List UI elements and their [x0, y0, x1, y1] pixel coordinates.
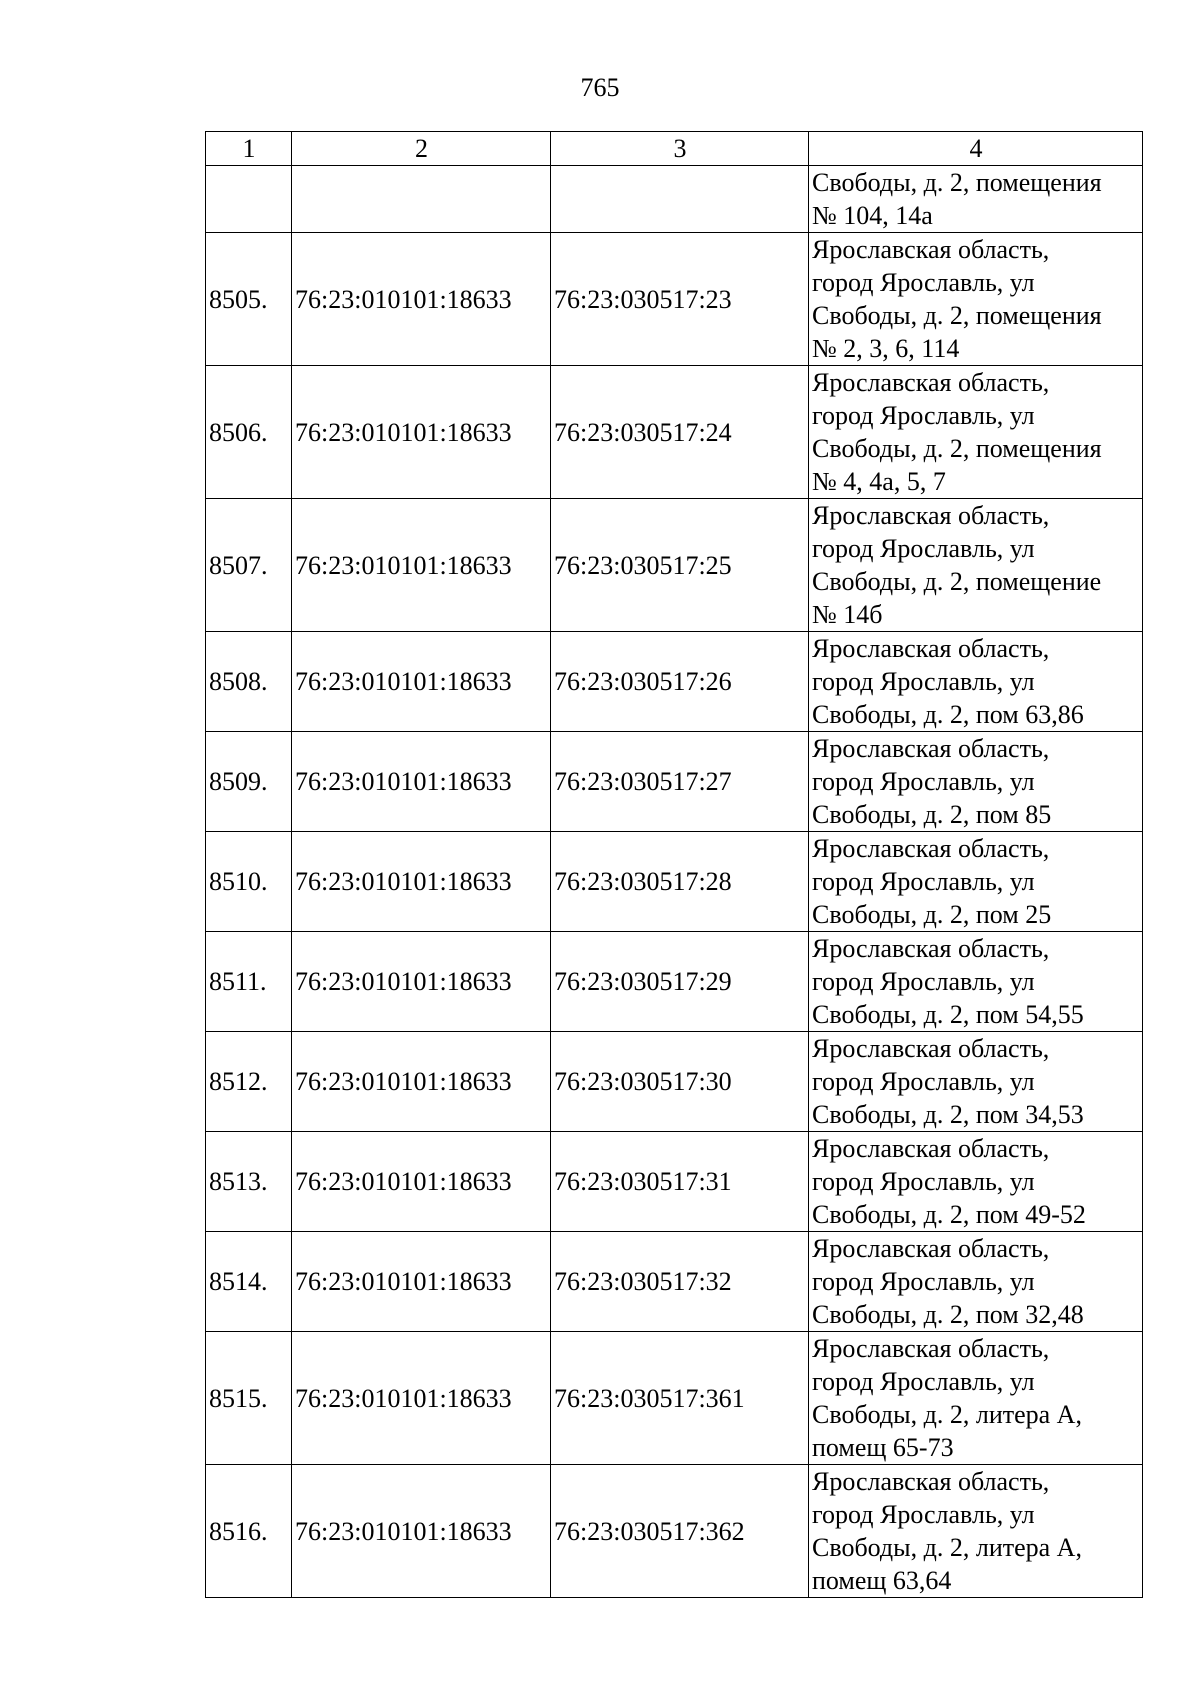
- address-line: Ярославская область,: [812, 235, 1050, 264]
- address-line: город Ярославль, ул: [812, 1167, 1035, 1196]
- address-line: № 2, 3, 6, 114: [812, 334, 960, 363]
- row-number-cell: 8516.: [206, 1465, 292, 1598]
- row-number-cell: 8513.: [206, 1132, 292, 1232]
- address-cell: [809, 166, 1143, 233]
- address-cell: [809, 832, 1143, 932]
- column-header-2: 2: [292, 132, 551, 166]
- cadastral-number-cell: 76:23:030517:27: [551, 732, 809, 832]
- cadastral-number-cell: 76:23:030517:361: [551, 1332, 809, 1465]
- address-line: город Ярославль, ул: [812, 401, 1035, 430]
- table-row: [206, 166, 1143, 233]
- table-row: [206, 1232, 1143, 1332]
- address-line: город Ярославль, ул: [812, 268, 1035, 297]
- cadastral-number-cell: 76:23:030517:362: [551, 1465, 809, 1598]
- address-line: город Ярославль, ул: [812, 1500, 1035, 1529]
- row-number-cell: 8508.: [206, 632, 292, 732]
- cadastral-number-cell: [551, 166, 809, 233]
- address-line: Ярославская область,: [812, 834, 1050, 863]
- address-line: Свободы, д. 2, пом 63,86: [812, 700, 1084, 729]
- address-cell: [809, 732, 1143, 832]
- column-header-1: 1: [206, 132, 292, 166]
- row-number-cell: 8507.: [206, 499, 292, 632]
- address-line: Свободы, д. 2, помещения: [812, 434, 1102, 463]
- address-line: Свободы, д. 2, пом 32,48: [812, 1300, 1084, 1329]
- table-row: [206, 366, 1143, 499]
- row-number-cell: 8511.: [206, 932, 292, 1032]
- address-line: Ярославская область,: [812, 501, 1050, 530]
- row-number-cell: 8510.: [206, 832, 292, 932]
- cadastral-number-cell: 76:23:030517:23: [551, 233, 809, 366]
- address-line: помещ 63,64: [812, 1566, 952, 1595]
- cadastral-number-cell: 76:23:030517:26: [551, 632, 809, 732]
- parent-cadastral-number-cell: 76:23:010101:18633: [292, 1032, 551, 1132]
- address-cell: [809, 233, 1143, 366]
- address-line: Ярославская область,: [812, 1334, 1050, 1363]
- registry-table: [205, 131, 1143, 1598]
- parent-cadastral-number-cell: 76:23:010101:18633: [292, 732, 551, 832]
- address-cell: [809, 499, 1143, 632]
- parent-cadastral-number-cell: [292, 166, 551, 233]
- parent-cadastral-number-cell: 76:23:010101:18633: [292, 632, 551, 732]
- table-row: [206, 632, 1143, 732]
- table-row: [206, 1332, 1143, 1465]
- address-cell: [809, 1332, 1143, 1465]
- parent-cadastral-number-cell: 76:23:010101:18633: [292, 1132, 551, 1232]
- address-cell: [809, 366, 1143, 499]
- address-cell: [809, 1232, 1143, 1332]
- table-row: [206, 732, 1143, 832]
- address-line: Ярославская область,: [812, 934, 1050, 963]
- table-row: [206, 832, 1143, 932]
- address-line: город Ярославль, ул: [812, 867, 1035, 896]
- address-line: город Ярославль, ул: [812, 1367, 1035, 1396]
- address-line: Свободы, д. 2, помещения: [812, 301, 1102, 330]
- parent-cadastral-number-cell: 76:23:010101:18633: [292, 233, 551, 366]
- column-header-3: 3: [551, 132, 809, 166]
- address-line: город Ярославль, ул: [812, 534, 1035, 563]
- column-header-4: 4: [809, 132, 1143, 166]
- parent-cadastral-number-cell: 76:23:010101:18633: [292, 1332, 551, 1465]
- address-cell: [809, 932, 1143, 1032]
- address-line: Ярославская область,: [812, 368, 1050, 397]
- row-number-cell: 8514.: [206, 1232, 292, 1332]
- table-row: [206, 1465, 1143, 1598]
- address-line: Ярославская область,: [812, 1467, 1050, 1496]
- cadastral-number-cell: 76:23:030517:29: [551, 932, 809, 1032]
- cadastral-number-cell: 76:23:030517:30: [551, 1032, 809, 1132]
- parent-cadastral-number-cell: 76:23:010101:18633: [292, 932, 551, 1032]
- address-line: № 104, 14а: [812, 201, 933, 230]
- header-row: [206, 132, 1143, 166]
- cadastral-number-cell: 76:23:030517:31: [551, 1132, 809, 1232]
- address-cell: [809, 632, 1143, 732]
- address-line: Ярославская область,: [812, 1034, 1050, 1063]
- address-line: № 4, 4а, 5, 7: [812, 467, 946, 496]
- address-line: город Ярославль, ул: [812, 1067, 1035, 1096]
- address-cell: [809, 1032, 1143, 1132]
- address-line: Свободы, д. 2, литера А,: [812, 1400, 1082, 1429]
- row-number-cell: [206, 166, 292, 233]
- address-line: Ярославская область,: [812, 734, 1050, 763]
- table-row: [206, 1032, 1143, 1132]
- table-row: [206, 1132, 1143, 1232]
- row-number-cell: 8506.: [206, 366, 292, 499]
- table-row: [206, 932, 1143, 1032]
- row-number-cell: 8509.: [206, 732, 292, 832]
- address-line: Свободы, д. 2, пом 34,53: [812, 1100, 1084, 1129]
- table-body: [206, 166, 1143, 1598]
- row-number-cell: 8515.: [206, 1332, 292, 1465]
- parent-cadastral-number-cell: 76:23:010101:18633: [292, 366, 551, 499]
- table-row: [206, 233, 1143, 366]
- cadastral-number-cell: 76:23:030517:28: [551, 832, 809, 932]
- address-line: Свободы, д. 2, пом 49-52: [812, 1200, 1086, 1229]
- table-row: [206, 499, 1143, 632]
- address-line: Ярославская область,: [812, 634, 1050, 663]
- cadastral-number-cell: 76:23:030517:32: [551, 1232, 809, 1332]
- address-line: Свободы, д. 2, помещение: [812, 567, 1102, 596]
- address-line: № 14б: [812, 600, 883, 629]
- address-cell: [809, 1132, 1143, 1232]
- address-line: город Ярославль, ул: [812, 767, 1035, 796]
- page-number: 765: [580, 73, 620, 102]
- parent-cadastral-number-cell: 76:23:010101:18633: [292, 499, 551, 632]
- address-line: Свободы, д. 2, литера А,: [812, 1533, 1082, 1562]
- address-line: город Ярославль, ул: [812, 967, 1035, 996]
- cadastral-number-cell: 76:23:030517:25: [551, 499, 809, 632]
- address-line: город Ярославль, ул: [812, 667, 1035, 696]
- address-line: Ярославская область,: [812, 1234, 1050, 1263]
- address-line: Свободы, д. 2, пом 85: [812, 800, 1052, 829]
- address-line: Свободы, д. 2, пом 54,55: [812, 1000, 1084, 1029]
- address-cell: [809, 1465, 1143, 1598]
- parent-cadastral-number-cell: 76:23:010101:18633: [292, 1465, 551, 1598]
- parent-cadastral-number-cell: 76:23:010101:18633: [292, 1232, 551, 1332]
- cadastral-number-cell: 76:23:030517:24: [551, 366, 809, 499]
- address-line: Свободы, д. 2, пом 25: [812, 900, 1052, 929]
- address-line: Свободы, д. 2, помещения: [812, 168, 1102, 197]
- row-number-cell: 8512.: [206, 1032, 292, 1132]
- address-line: город Ярославль, ул: [812, 1267, 1035, 1296]
- address-line: помещ 65-73: [812, 1433, 954, 1462]
- parent-cadastral-number-cell: 76:23:010101:18633: [292, 832, 551, 932]
- address-line: Ярославская область,: [812, 1134, 1050, 1163]
- row-number-cell: 8505.: [206, 233, 292, 366]
